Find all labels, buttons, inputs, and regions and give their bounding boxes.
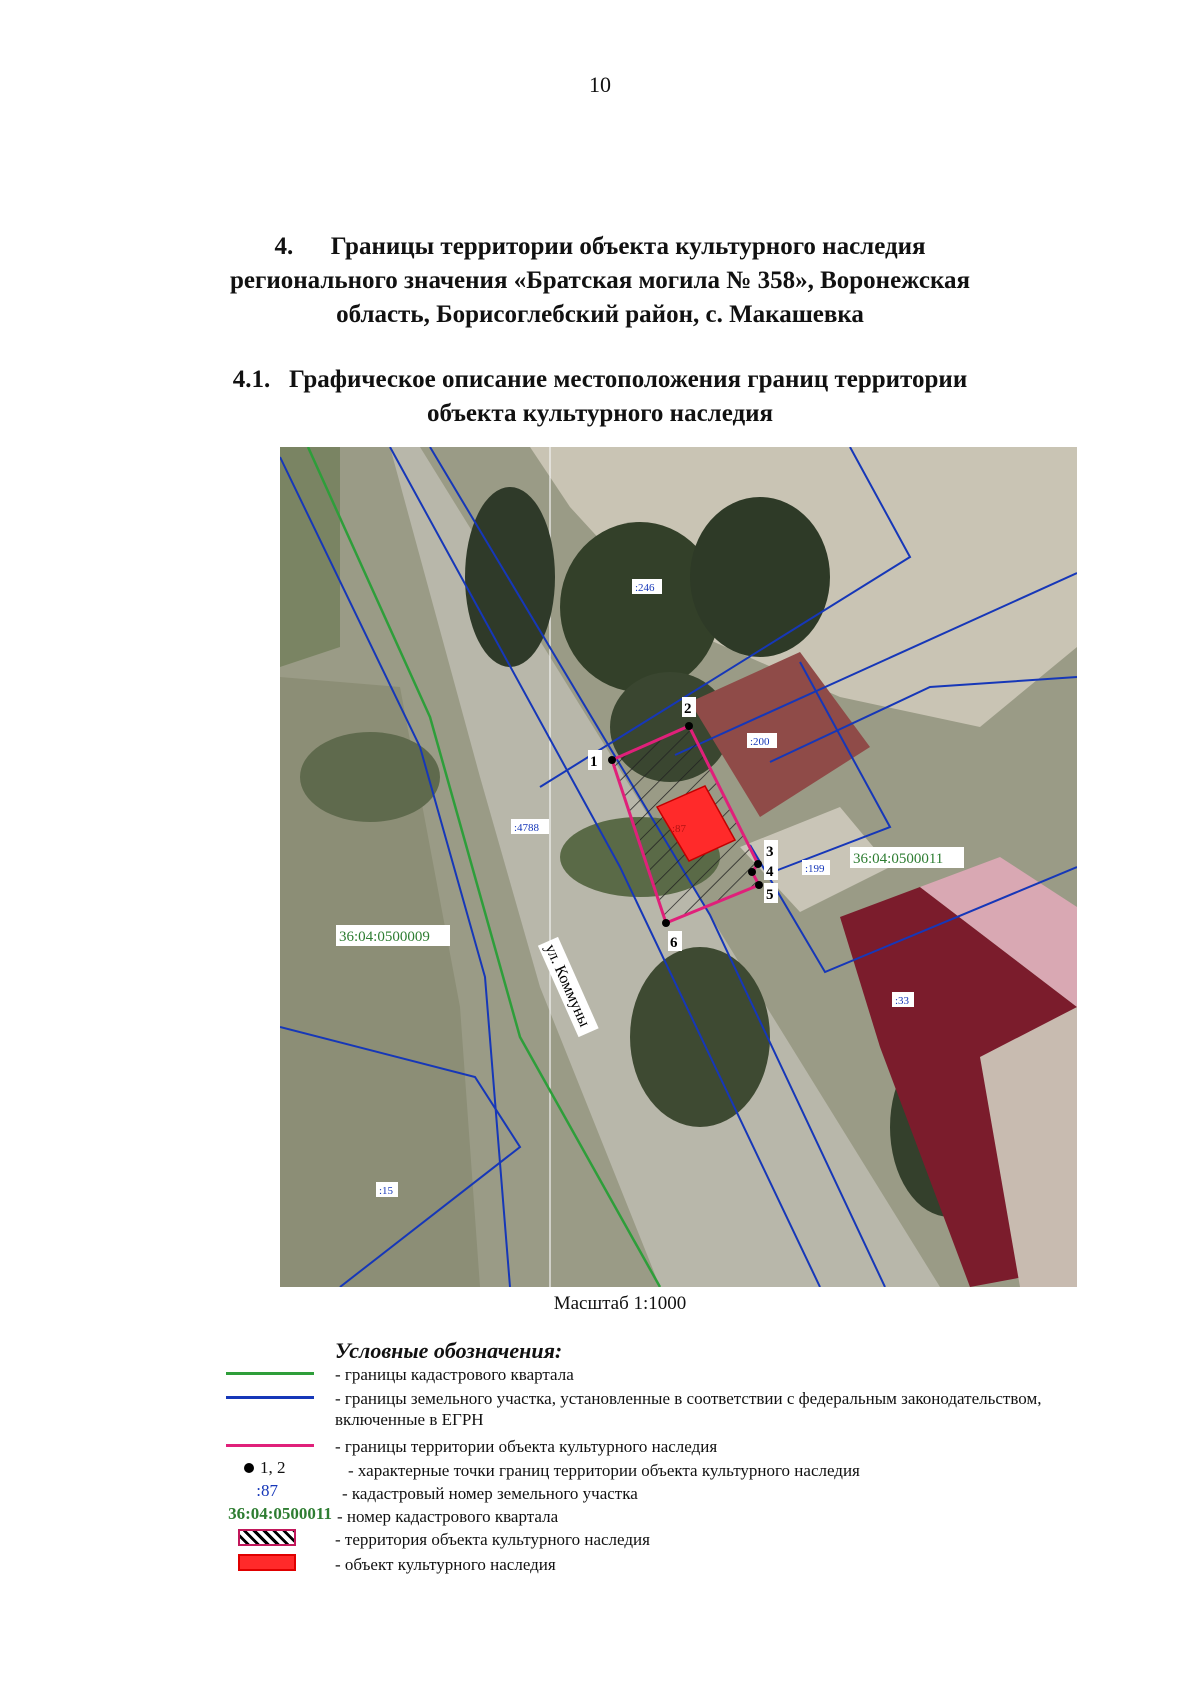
boundary-point-6 — [662, 919, 670, 927]
section-heading-line2: регионального значения «Братская могила № 358», Воронежская — [229, 267, 970, 294]
legend-row-parcel-number — [190, 1481, 1090, 1505]
point-label-4: 4 — [766, 864, 774, 880]
legend-text-quarter-number: - номер кадастрового квартала — [337, 1507, 559, 1526]
legend-text-parcel: - границы земельного участка, установленные в соответствии с федеральным законодательством, включенные в ЕГРН — [335, 1389, 1042, 1429]
section-number: 4. — [274, 233, 294, 260]
legend-row-quarter-number — [190, 1504, 1090, 1528]
boundary-point-5 — [755, 881, 763, 889]
legend-text-quarter: - границы кадастрового квартала — [335, 1365, 574, 1384]
boundary-point-4 — [748, 868, 756, 876]
parcel-line-swatch — [226, 1396, 314, 1399]
legend-symbol — [190, 1458, 350, 1482]
legend-row-object — [190, 1552, 1090, 1576]
parcel-label-200: :200 — [750, 736, 770, 748]
parcel-label-199: :199 — [805, 863, 825, 875]
legend-title: Условные обозначения: — [335, 1338, 563, 1363]
map-scale: Масштаб 1:1000 — [553, 1293, 687, 1314]
section-heading — [150, 230, 1050, 332]
subsection-number: 4.1. — [232, 366, 271, 393]
point-symbol-label: 1, 2 — [260, 1458, 286, 1477]
legend-row-quarter — [190, 1362, 1090, 1386]
legend-symbol — [190, 1552, 350, 1576]
legend-symbol — [190, 1504, 350, 1528]
street-label: ул. Коммуны — [541, 941, 593, 1030]
point-dot-swatch — [244, 1463, 254, 1473]
legend-row-territory-line — [190, 1434, 1090, 1458]
cadastral-map — [280, 447, 1077, 1287]
legend-row-territory-area — [190, 1527, 1090, 1551]
point-label-6: 6 — [670, 935, 678, 951]
section-heading-line1 — [150, 230, 1050, 264]
quarter-label-right: 36:04:0500011 — [853, 851, 944, 867]
legend-row-parcel — [190, 1386, 1090, 1434]
parcel-label-15: :15 — [379, 1185, 394, 1197]
section-title-part1: Границы территории объекта культурного наследия — [330, 233, 926, 260]
point-label-1: 1 — [590, 754, 598, 770]
point-label-5: 5 — [766, 887, 774, 903]
legend-symbol — [190, 1434, 350, 1458]
subsection-heading-line2: объекта культурного наследия — [426, 400, 774, 427]
hatch-swatch — [238, 1529, 296, 1546]
object-swatch — [238, 1554, 296, 1571]
legend-text-parcel-number: - кадастровый номер земельного участка — [342, 1484, 638, 1503]
legend-text-points: - характерные точки границ территории объекта культурного наследия — [348, 1461, 860, 1480]
legend-text-object: - объект культурного наследия — [335, 1555, 556, 1574]
boundary-point-2 — [685, 722, 693, 730]
legend-symbol — [190, 1386, 350, 1410]
tree-shadow — [465, 487, 555, 667]
quarter-line-swatch — [226, 1372, 314, 1375]
subsection-heading — [150, 363, 1050, 431]
legend-text-territory-area: - территория объекта культурного наследия — [335, 1530, 650, 1549]
parcel-label-33: :33 — [895, 995, 910, 1007]
subsection-heading-line1 — [150, 363, 1050, 397]
boundary-point-1 — [608, 756, 616, 764]
territory-line-swatch — [226, 1444, 314, 1447]
parcel-label-246: :246 — [635, 582, 655, 594]
vegetation-area — [280, 447, 340, 667]
quarter-label-left: 36:04:0500009 — [339, 929, 430, 945]
quarter-number-swatch: 36:04:0500011 — [228, 1504, 332, 1523]
tree-shadow — [690, 497, 830, 657]
legend-text-territory-line: - границы территории объекта культурного наследия — [335, 1437, 718, 1456]
section-heading-line3: область, Борисоглебский район, с. Макашевка — [336, 301, 864, 328]
legend-row-points — [190, 1458, 1090, 1482]
subsection-title-part1: Графическое описание местоположения границ территории — [289, 366, 968, 393]
boundary-point-3 — [754, 860, 762, 868]
map-svg — [280, 447, 1077, 1287]
point-label-3: 3 — [766, 844, 774, 860]
point-label-2: 2 — [684, 701, 692, 717]
legend-symbol — [190, 1362, 350, 1386]
parcel-label-4788: :4788 — [514, 822, 540, 834]
page-number: 10 — [589, 72, 611, 97]
legend-symbol — [190, 1527, 350, 1551]
legend-symbol — [190, 1481, 350, 1505]
parcel-number-swatch: :87 — [256, 1481, 278, 1500]
parcel-label-87: :87 — [672, 823, 687, 835]
